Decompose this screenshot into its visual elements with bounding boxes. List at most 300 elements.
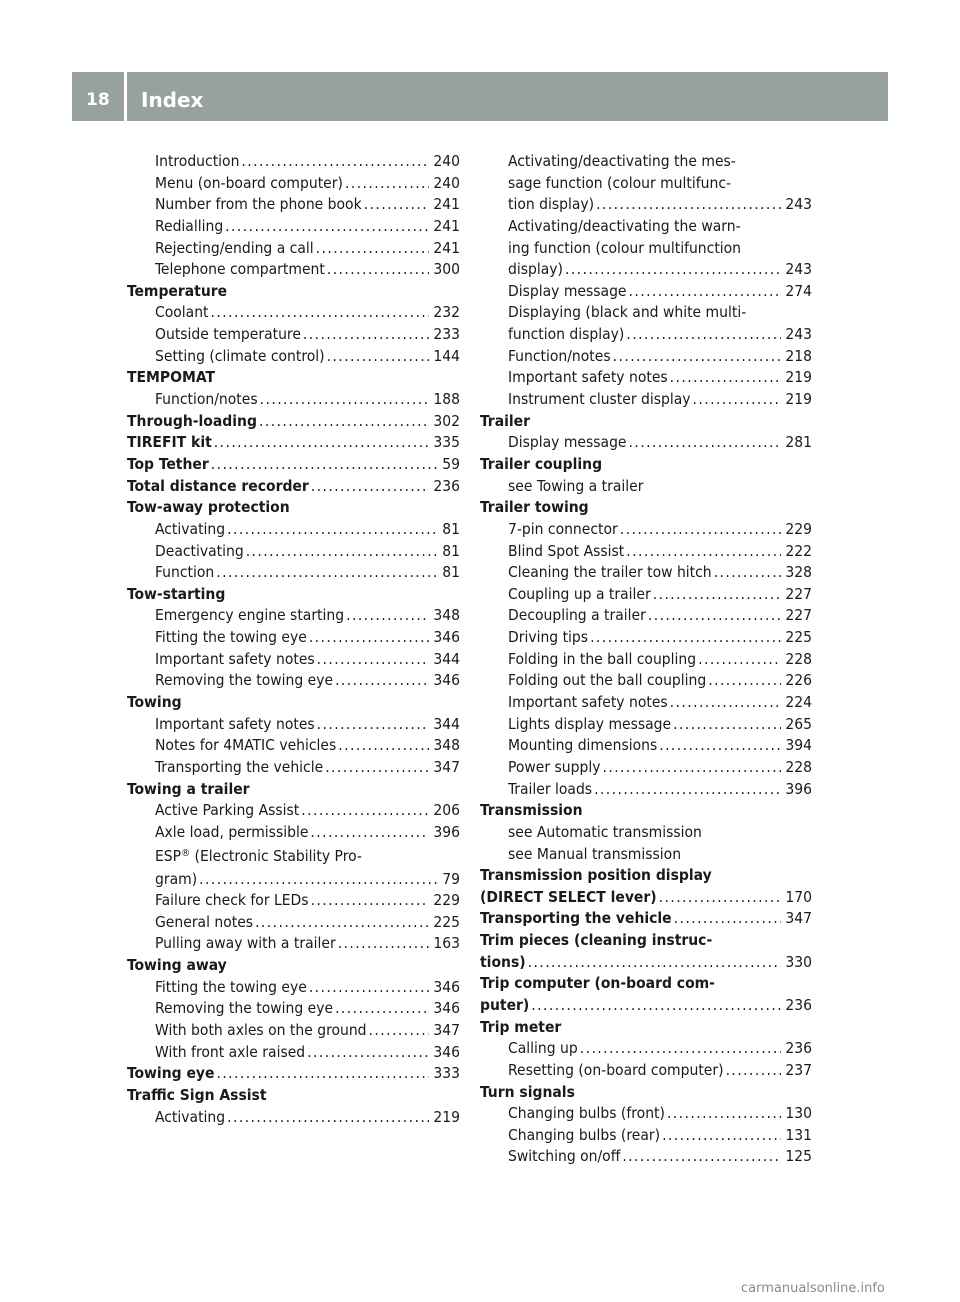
entry-text: Turn signals — [480, 1082, 575, 1101]
entry-text: display) — [508, 260, 563, 279]
entry-text: Transmission position display — [480, 866, 712, 885]
index-entry — [480, 1125, 812, 1147]
entry-text: Function/notes — [508, 346, 611, 365]
index-heading — [480, 497, 812, 519]
index-entry — [480, 822, 812, 844]
index-entry — [480, 151, 812, 173]
leader-dots — [602, 757, 781, 779]
index-entry — [480, 735, 812, 757]
entry-text: Trailer — [480, 411, 530, 430]
section-title: Index — [141, 88, 204, 112]
index-entry — [480, 302, 812, 324]
entry-text: Total distance recorder — [127, 476, 309, 495]
entry-text: Activating/deactivating the warn- — [508, 216, 741, 235]
leader-dots — [698, 649, 781, 671]
entry-text: Switching on/off — [508, 1147, 621, 1166]
leader-dots — [670, 367, 782, 389]
leader-dots — [714, 562, 782, 584]
index-heading — [480, 1082, 812, 1104]
index-entry — [127, 670, 460, 692]
index-heading — [127, 692, 460, 714]
leader-dots — [531, 995, 781, 1017]
page-reference: 229 — [433, 891, 460, 910]
index-entry — [480, 259, 812, 281]
page-reference: 233 — [433, 325, 460, 344]
entry-text: Redialling — [155, 216, 224, 235]
index-entry — [127, 735, 460, 757]
leader-dots — [225, 216, 429, 238]
index-entry — [480, 779, 812, 801]
leader-dots — [659, 887, 782, 909]
page-reference: 163 — [433, 934, 460, 953]
page-reference: 227 — [785, 606, 812, 625]
entry-text: Displaying (black and white multi- — [508, 303, 747, 322]
entry-text: see Towing a trailer — [508, 476, 644, 495]
index-entry — [127, 216, 460, 238]
index-heading — [127, 411, 460, 433]
leader-dots — [345, 173, 429, 195]
entry-text: Resetting (on-board computer) — [508, 1060, 724, 1079]
entry-text: Important safety notes — [155, 714, 315, 733]
leader-dots — [629, 281, 782, 303]
index-entry — [480, 627, 812, 649]
index-entry — [480, 173, 812, 195]
leader-dots — [260, 389, 430, 411]
page-reference: 348 — [433, 606, 460, 625]
entry-text: Lights display message — [508, 714, 672, 733]
entry-text: Coolant — [155, 303, 209, 322]
page-reference: 229 — [785, 519, 812, 538]
entry-text: Calling up — [508, 1039, 578, 1058]
leader-dots — [316, 238, 430, 260]
index-heading — [127, 476, 460, 498]
page-reference: 236 — [785, 995, 812, 1014]
registered-mark: ® — [181, 847, 191, 859]
entry-text: Towing — [127, 693, 182, 712]
leader-dots — [309, 977, 430, 999]
page-reference: 206 — [433, 801, 460, 820]
index-entry — [480, 281, 812, 303]
page-reference: 396 — [785, 779, 812, 798]
page-reference: 243 — [785, 260, 812, 279]
index-entry — [480, 757, 812, 779]
page-reference: 344 — [433, 714, 460, 733]
leader-dots — [613, 346, 782, 368]
entry-text: Trailer coupling — [480, 454, 603, 473]
index-entry — [127, 800, 460, 822]
index-heading — [127, 454, 460, 476]
page-reference: 227 — [785, 584, 812, 603]
index-entry — [127, 238, 460, 260]
page-reference: 225 — [785, 628, 812, 647]
page-reference: 346 — [433, 977, 460, 996]
entry-text: (DIRECT SELECT lever) — [480, 887, 657, 906]
index-heading — [127, 779, 460, 801]
leader-dots — [670, 692, 782, 714]
leader-dots — [673, 714, 781, 736]
page-reference: 222 — [785, 541, 812, 560]
page-reference: 347 — [433, 1020, 460, 1039]
page-reference: 170 — [785, 887, 812, 906]
entry-text: ing function (colour multifunction — [508, 238, 742, 257]
leader-dots — [227, 519, 438, 541]
page-reference: 240 — [433, 152, 460, 170]
page-reference: 240 — [433, 173, 460, 192]
index-heading — [127, 497, 460, 519]
entry-text: Deactivating — [155, 541, 244, 560]
entry-text: Through-loading — [127, 411, 257, 430]
entry-text: Menu (on-board computer) — [155, 173, 343, 192]
entry-text: tion display) — [508, 195, 595, 214]
entry-text: Cleaning the trailer tow hitch — [508, 563, 712, 582]
entry-text: Folding in the ball coupling — [508, 649, 697, 668]
index-entry — [480, 1146, 812, 1168]
page-reference: 237 — [785, 1060, 812, 1079]
leader-dots — [335, 998, 429, 1020]
entry-text: Emergency engine starting — [155, 606, 345, 625]
index-heading — [480, 800, 812, 822]
entry-text: Activating/deactivating the mes- — [508, 152, 736, 170]
entry-text: Tow-away protection — [127, 498, 290, 517]
leader-dots — [338, 933, 430, 955]
index-entry — [480, 519, 812, 541]
index-entry — [480, 346, 812, 368]
entry-text: Trim pieces (cleaning instruc- — [480, 931, 713, 950]
index-entry — [480, 324, 812, 346]
index-entry — [480, 1060, 812, 1082]
entry-text: With both axles on the ground — [155, 1020, 367, 1039]
index-entry — [127, 714, 460, 736]
entry-text: Driving tips — [508, 628, 589, 647]
leader-dots — [594, 779, 781, 801]
page-reference: 81 — [442, 541, 460, 560]
index-entry — [127, 346, 460, 368]
index-entry — [480, 432, 812, 454]
entry-text: ESP — [155, 846, 182, 865]
page-reference: 281 — [785, 433, 812, 452]
page-reference: 236 — [785, 1039, 812, 1058]
leader-dots — [528, 952, 782, 974]
leader-dots — [317, 649, 430, 671]
index-entry — [480, 389, 812, 411]
entry-text: Important safety notes — [508, 368, 668, 387]
page-reference: 346 — [433, 628, 460, 647]
entry-text: Display message — [508, 281, 627, 300]
index-entry — [127, 998, 460, 1020]
leader-dots — [580, 1038, 782, 1060]
index-heading — [480, 930, 812, 952]
index-entry — [127, 844, 460, 869]
page-reference: 344 — [433, 649, 460, 668]
index-entry — [127, 977, 460, 999]
index-entry — [127, 627, 460, 649]
page-reference: 224 — [785, 693, 812, 712]
watermark: carmanualsonline.info — [741, 1281, 885, 1296]
leader-dots — [327, 259, 430, 281]
leader-dots — [325, 757, 429, 779]
header-separator — [124, 72, 127, 121]
index-entry — [127, 869, 460, 891]
index-entry — [127, 562, 460, 584]
index-heading — [480, 1017, 812, 1039]
index-heading — [127, 367, 460, 389]
page-reference: 333 — [433, 1064, 460, 1083]
leader-dots — [311, 890, 430, 912]
page-reference: 81 — [442, 563, 460, 582]
entry-text: Activating — [155, 1107, 226, 1126]
page-reference: 396 — [433, 822, 460, 841]
leader-dots — [674, 908, 782, 930]
leader-dots — [629, 432, 782, 454]
index-entry — [480, 844, 812, 866]
index-entry — [127, 324, 460, 346]
entry-text: 7-pin connector — [508, 519, 618, 538]
index-entry — [480, 194, 812, 216]
index-entry — [480, 670, 812, 692]
entry-text: Changing bulbs (rear) — [508, 1125, 661, 1144]
entry-text: Tow-starting — [127, 584, 226, 603]
index-heading — [480, 908, 812, 930]
page-reference: 347 — [433, 757, 460, 776]
page-reference: 81 — [442, 519, 460, 538]
page-reference: 346 — [433, 999, 460, 1018]
index-entry — [127, 389, 460, 411]
entry-text: Removing the towing eye — [155, 671, 334, 690]
entry-text: Transmission — [480, 801, 583, 820]
leader-dots — [620, 519, 782, 541]
entry-text: Display message — [508, 433, 627, 452]
index-heading — [480, 995, 812, 1017]
leader-dots — [246, 541, 439, 563]
page-reference: 218 — [785, 346, 812, 365]
leader-dots — [309, 627, 430, 649]
leader-dots — [726, 1060, 782, 1082]
index-entry — [127, 1107, 460, 1129]
page-reference: 219 — [785, 368, 812, 387]
index-entry — [480, 367, 812, 389]
index-entry — [480, 216, 812, 238]
index-entry — [480, 1038, 812, 1060]
index-column-right — [480, 151, 812, 1168]
page-reference: 228 — [785, 757, 812, 776]
leader-dots — [216, 562, 438, 584]
entry-text: TEMPOMAT — [127, 368, 215, 387]
entry-text: Trip computer (on-board com- — [480, 974, 715, 993]
entry-text: Rejecting/ending a call — [155, 238, 314, 257]
index-entry — [127, 822, 460, 844]
page-reference: 241 — [433, 238, 460, 257]
entry-text: Trailer loads — [508, 779, 593, 798]
page-reference: 188 — [433, 390, 460, 409]
entry-text: Temperature — [127, 281, 228, 300]
leader-dots — [317, 714, 430, 736]
entry-text: Power supply — [508, 757, 601, 776]
entry-text: Axle load, permissible — [155, 822, 309, 841]
leader-dots — [216, 1063, 429, 1085]
page-reference: 219 — [785, 390, 812, 409]
entry-text: gram) — [155, 869, 198, 888]
leader-dots — [626, 541, 781, 563]
page-reference: 225 — [433, 912, 460, 931]
index-entry — [480, 714, 812, 736]
leader-dots — [327, 346, 430, 368]
entry-text: Active Parking Assist — [155, 801, 300, 820]
entry-text: Blind Spot Assist — [508, 541, 625, 560]
entry-text-continued: (Electronic Stability Pro- — [190, 846, 362, 865]
index-entry — [480, 584, 812, 606]
index-entry — [127, 173, 460, 195]
index-entry — [127, 194, 460, 216]
entry-text: Towing away — [127, 956, 227, 975]
page-number: 18 — [86, 90, 110, 110]
page-reference: 241 — [433, 216, 460, 235]
page-reference: 226 — [785, 671, 812, 690]
index-heading — [480, 865, 812, 887]
page-reference: 241 — [433, 195, 460, 214]
leader-dots — [301, 800, 429, 822]
entry-text: Mounting dimensions — [508, 736, 658, 755]
entry-text: see Automatic transmission — [508, 822, 702, 841]
entry-text: Pulling away with a trailer — [155, 934, 336, 953]
index-entry — [127, 259, 460, 281]
index-entry — [480, 238, 812, 260]
leader-dots — [307, 1042, 429, 1064]
page-reference: 236 — [433, 476, 460, 495]
leader-dots — [227, 1107, 429, 1129]
entry-text: Failure check for LEDs — [155, 891, 309, 910]
index-column-left — [127, 151, 460, 1128]
page-reference: 346 — [433, 1042, 460, 1061]
entry-text: Folding out the ball coupling — [508, 671, 707, 690]
index-entry — [127, 1020, 460, 1042]
entry-text: puter) — [480, 995, 530, 1014]
leader-dots — [241, 151, 429, 173]
entry-text: Important safety notes — [508, 693, 668, 712]
index-entry — [480, 692, 812, 714]
leader-dots — [622, 1146, 781, 1168]
page-reference: 330 — [785, 952, 812, 971]
leader-dots — [653, 584, 782, 606]
index-heading — [480, 411, 812, 433]
entry-text: Number from the phone book — [155, 195, 362, 214]
index-entry — [127, 541, 460, 563]
entry-text: see Manual transmission — [508, 844, 682, 863]
index-heading — [127, 432, 460, 454]
entry-text: Towing eye — [127, 1064, 215, 1083]
leader-dots — [626, 324, 781, 346]
page-reference: 131 — [785, 1125, 812, 1144]
index-entry — [127, 151, 460, 173]
index-entry — [127, 933, 460, 955]
page-reference: 274 — [785, 281, 812, 300]
entry-text: Trip meter — [480, 1017, 562, 1036]
entry-text: Setting (climate control) — [155, 346, 325, 365]
entry-text: Towing a trailer — [127, 779, 250, 798]
page-reference: 219 — [433, 1107, 460, 1126]
page-reference: 347 — [785, 909, 812, 928]
leader-dots — [259, 411, 429, 433]
page-reference: 125 — [785, 1147, 812, 1166]
entry-text: function display) — [508, 325, 625, 344]
leader-dots — [211, 302, 430, 324]
entry-text: Coupling up a trailer — [508, 584, 651, 603]
index-entry — [127, 519, 460, 541]
leader-dots — [303, 324, 429, 346]
page-reference: 348 — [433, 736, 460, 755]
leader-dots — [659, 735, 781, 757]
page-reference: 228 — [785, 649, 812, 668]
leader-dots — [648, 605, 782, 627]
leader-dots — [338, 735, 429, 757]
leader-dots — [364, 194, 430, 216]
index-entry — [480, 1103, 812, 1125]
leader-dots — [708, 670, 781, 692]
entry-text: Transporting the vehicle — [155, 757, 324, 776]
entry-text: Top Tether — [127, 454, 209, 473]
leader-dots — [211, 454, 439, 476]
leader-dots — [335, 670, 429, 692]
page-reference: 79 — [442, 869, 460, 888]
leader-dots — [369, 1020, 430, 1042]
entry-text: Introduction — [155, 152, 240, 170]
index-entry — [480, 476, 812, 498]
leader-dots — [311, 476, 430, 498]
entry-text: sage function (colour multifunc- — [508, 173, 732, 192]
entry-text: Function — [155, 563, 215, 582]
index-heading — [480, 887, 812, 909]
index-heading — [480, 952, 812, 974]
index-entry — [127, 757, 460, 779]
index-entry — [127, 302, 460, 324]
leader-dots — [310, 822, 429, 844]
page-reference: 302 — [433, 411, 460, 430]
index-entry — [127, 890, 460, 912]
page-reference: 232 — [433, 303, 460, 322]
entry-text: Traffic Sign Assist — [127, 1085, 267, 1104]
page-reference: 335 — [433, 433, 460, 452]
entry-text: Notes for 4MATIC vehicles — [155, 736, 337, 755]
index-entry — [127, 649, 460, 671]
index-heading — [127, 584, 460, 606]
leader-dots — [667, 1103, 781, 1125]
entry-text: Telephone compartment — [155, 260, 325, 279]
entry-text: Trailer towing — [480, 498, 589, 517]
index-entry — [127, 1042, 460, 1064]
index-entry — [480, 649, 812, 671]
page-reference: 243 — [785, 195, 812, 214]
index-entry — [480, 562, 812, 584]
leader-dots — [662, 1125, 781, 1147]
page-reference: 394 — [785, 736, 812, 755]
page-reference: 144 — [433, 346, 460, 365]
entry-text: Transporting the vehicle — [480, 909, 672, 928]
index-entry — [127, 605, 460, 627]
entry-text: General notes — [155, 912, 254, 931]
entry-text: Fitting the towing eye — [155, 977, 307, 996]
leader-dots — [346, 605, 429, 627]
index-heading — [127, 955, 460, 977]
entry-text: Activating — [155, 519, 226, 538]
page-reference: 130 — [785, 1104, 812, 1123]
leader-dots — [199, 869, 438, 891]
page-reference: 265 — [785, 714, 812, 733]
entry-text: Function/notes — [155, 390, 258, 409]
leader-dots — [214, 432, 430, 454]
leader-dots — [693, 389, 782, 411]
index-heading — [127, 1085, 460, 1107]
entry-text: Instrument cluster display — [508, 390, 691, 409]
entry-text: Removing the towing eye — [155, 999, 334, 1018]
